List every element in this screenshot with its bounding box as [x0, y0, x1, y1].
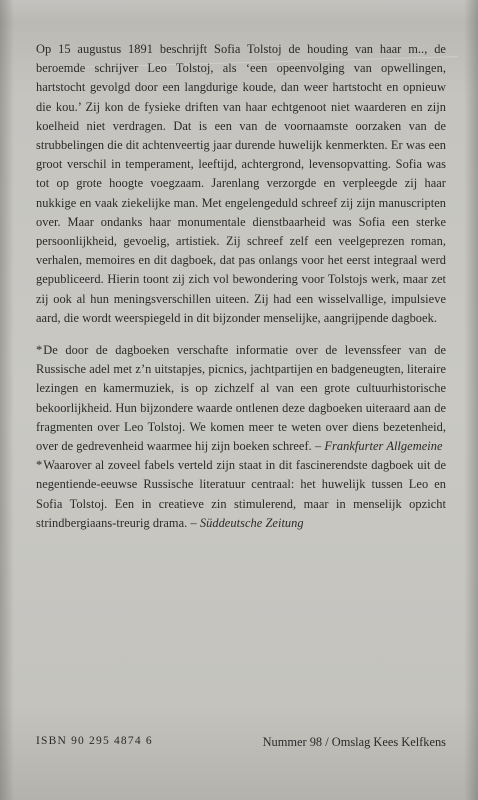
plastic-wrap-highlight: [0, 0, 478, 22]
review-quote-2: [36, 456, 446, 533]
plastic-wrap-left-edge: [0, 0, 14, 800]
quote-source: Süddeutsche Zeitung: [199, 515, 304, 530]
quote-text: De door de dagboeken verschafte informatie over de levenssfeer van de Russische adel met z’n uitstapjes, picnics, jachtpartijen en badgeneugten, literaire lezingen en kamermuziek, is op zichzelf al van een grote cultuurhistorische bekoorlijkheid. Hun bijzondere waarde ontlenen deze dagboeken uiteraard aan de fragmenten over Leo Tolstoj. We komen meer te weten over diens bezetenheid, over de gedrevenheid waarmee hij zijn boeken schreef. –: [36, 343, 446, 454]
plastic-wrap-right-edge: [464, 0, 478, 800]
quote-text: Waarover al zoveel fabels verteld zijn staat in dit fascinerendste dagboek uit de negentiende-eeuwse Russische literatuur centraal: het huwelijk tussen Leo en Sofia Tolstoj. Een in creatieve zin stimulerend, maar in menselijk opzicht strindbergiaans-treurig drama. –: [36, 458, 446, 530]
quote-marker: *: [36, 343, 43, 358]
isbn-number: ISBN 90 295 4874 6: [36, 735, 153, 747]
quote-marker: *: [36, 458, 43, 473]
blurb-text: [36, 40, 446, 533]
blurb-paragraph: Op 15 augustus 1891 beschrijft Sofia Tolstoj de houding van haar m.., de beroemde schrijver Leo Tolstoj, als ‘een opeenvolging van opwellingen, hartstocht gevolgd door een langdurige koude, dan weer hartstocht en opnieuw die kou.’ Zij kon de fysieke driften van haar echtgenoot niet waarderen en zijn koelheid niet verdragen. Dat is een van de voornaamste oorzaken van de strubbelingen die dit achtenveertig jaar durende huwelijk kenmerkten. Er was een groot verschil in temperament, leeftijd, achtergrond, levensopvatting. Sofia was tot op grote hoogte voegzaam. Jarenlang verzorgde en verpleegde zij haar nukkige en vaak ziekelijke man. Met engelengeduld schreef zij zijn manuscripten over. Maar ondanks haar monumentale dienstbaarheid was Sofia een sterke persoonlijkheid, gevoelig, artistiek. Zij schreef zelf een veelgeprezen roman, verhalen, memoires en dit dagboek, dat pas onlangs voor het eerst integraal werd gepubliceerd. Hierin toont zij zich vol bewondering voor Tolstojs werk, maar zet zij ook al hun meningsverschillen uiteen. Zij had een wisselvallige, impulsieve aard, die wordt weerspiegeld in dit bijzonder menselijke, aangrijpende dagboek.: [36, 42, 446, 325]
cover-footer: [36, 735, 446, 750]
review-quote-1: [36, 341, 446, 456]
quote-source: Frankfurter Allgemeine: [324, 439, 443, 454]
series-credit: Nummer 98 / Omslag Kees Kelfkens: [262, 735, 446, 749]
